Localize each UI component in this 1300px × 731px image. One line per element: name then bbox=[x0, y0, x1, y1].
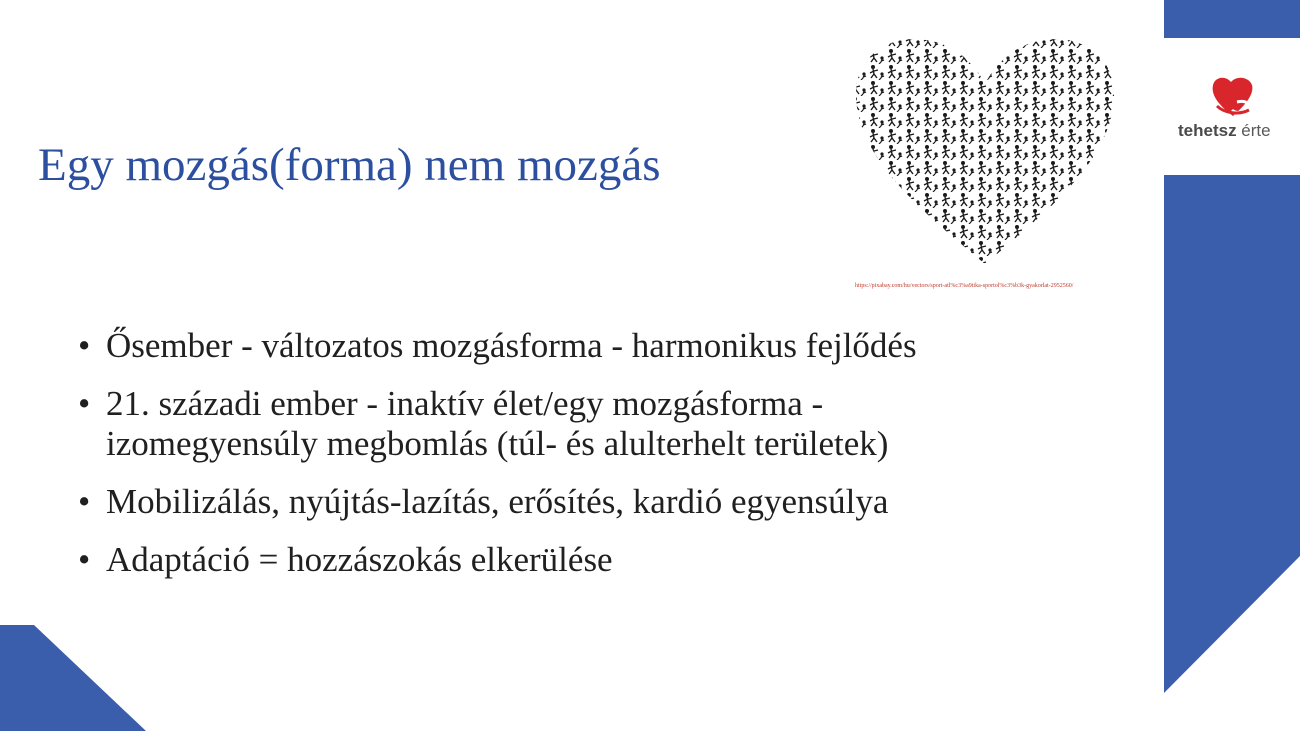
image-credit-link[interactable]: https://pixabay.com/hu/vectors/sport-atl%c3%a9tika-sportol%c3%b3k-gyakorlat-2952560/ bbox=[855, 283, 1074, 289]
bullet-marker: • bbox=[78, 540, 91, 579]
top-accent-band bbox=[1164, 0, 1300, 38]
bullet-item: • Adaptáció = hozzászokás elkerülése bbox=[78, 540, 613, 579]
bullet-marker: • bbox=[78, 326, 91, 365]
heart-logo-icon bbox=[1207, 72, 1259, 120]
bullet-item: • Mobilizálás, nyújtás-lazítás, erősítés, kardió egyensúlya bbox=[78, 482, 889, 521]
bullet-marker: • bbox=[78, 482, 91, 521]
slide-title: Egy mozgás(forma) nem mozgás bbox=[38, 139, 661, 191]
right-accent-band bbox=[1164, 175, 1300, 731]
brand-logo-text: tehetsz érte bbox=[1178, 121, 1271, 140]
bottom-left-corner-shape bbox=[0, 625, 150, 731]
bullet-marker: • bbox=[78, 384, 91, 423]
bullet-list bbox=[78, 326, 1148, 598]
bullet-item: • 21. századi ember - inaktív élet/egy mozgásforma - izomegyensúly megbomlás (túl- és alulterhelt területek) bbox=[78, 384, 889, 463]
bullet-item: • Ősember - változatos mozgásforma - harmonikus fejlődés bbox=[78, 326, 917, 365]
sport-figures-heart-image bbox=[850, 32, 1120, 270]
